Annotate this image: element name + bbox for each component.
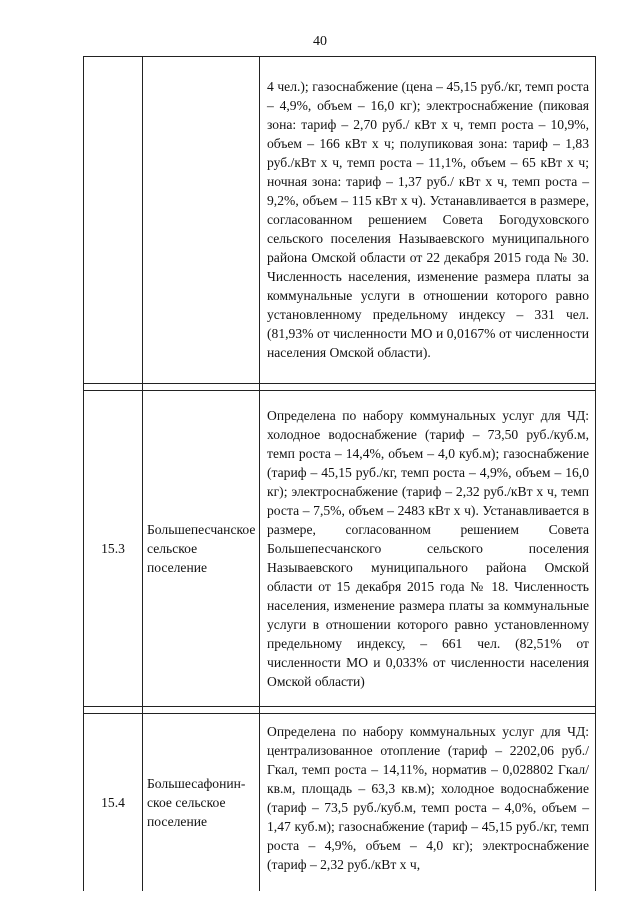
- settlement-name: Большесафонин-ское сельское поселение: [143, 714, 260, 892]
- row-number: 15.3: [84, 391, 143, 707]
- index-description: 4 чел.); газоснабжение (цена – 45,15 руб./кг, темп роста – 4,9%, объем – 16,0 кг); электроснабжение (пиковая зона: тариф – 2,70 руб./ кВт х ч, темп роста – 10,9%, объем – 166 кВт х ч; полупиковая зона: тариф – 1,83 руб./кВт х ч, темп роста – 11,1%, объем – 65 кВт х ч; ночная зона: тариф – 1,37 руб./ кВт х ч, темп роста – 9,2%, объем – 115 кВт х ч). Устанавливается в размере, согласованном решением Совета Богодуховского сельского поселения Называевского муниципального района Омской области от 22 декабря 2015 года № 30. Численность населения, изменение размера платы за коммунальные услуги в отношении которого равно установленному предельному индексу – 331 чел. (81,93% от численности МО и 0,0167% от численности населения Омской области).: [260, 57, 596, 384]
- index-description: Определена по набору коммунальных услуг для ЧД: холодное водоснабжение (тариф – 73,50 руб./куб.м, темп роста – 14,4%, объем – 4,0 куб.м); газоснабжение (тариф – 45,15 руб./кг, темп роста – 4,9%, объем – 16,0 кг); электроснабжение (тариф – 2,32 руб./кВт х ч, темп роста – 7,5%, объем – 2483 кВт х ч). Устанавливается в размере, согласованном решением Совета Большепесчанского сельского поселения Называевского муниципального района Омской области от 15 декабря 2015 года № 18. Численность населения, изменение размера платы за коммунальные услуги в отношении которого равно установленному предельному индексу, – 661 чел. (82,51% от численности МО и 0,033% от численности населения Омской области): [260, 391, 596, 707]
- settlement-name: [143, 57, 260, 384]
- gap-cell: [84, 384, 143, 391]
- row-number: [84, 57, 143, 384]
- index-description: Определена по набору коммунальных услуг для ЧД: централизованное отопление (тариф – 2202,06 руб./Гкал, темп роста – 14,11%, норматив – 0,028802 Гкал/кв.м, площадь – 63,3 кв.м); холодное водоснабжение (тариф – 73,5 руб./куб.м, темп роста – 4,0%, объем – 1,47 куб.м); газоснабжение (тариф – 45,15 руб./кг, темп роста – 4,9%, объем – 4,0 кг); электроснабжение (тариф – 2,32 руб./кВт х ч,: [260, 714, 596, 892]
- row-gap: [84, 707, 596, 714]
- gap-cell: [260, 384, 596, 391]
- table-row: [84, 391, 596, 707]
- gap-cell: [143, 707, 260, 714]
- gap-cell: [84, 707, 143, 714]
- municipal-index-table: [83, 56, 596, 891]
- settlement-name: Большепесчанское сельское поселение: [143, 391, 260, 707]
- page-number: 40: [313, 34, 327, 49]
- table-row: [84, 57, 596, 384]
- table-row: [84, 714, 596, 892]
- gap-cell: [260, 707, 596, 714]
- row-number: 15.4: [84, 714, 143, 892]
- row-gap: [84, 384, 596, 391]
- gap-cell: [143, 384, 260, 391]
